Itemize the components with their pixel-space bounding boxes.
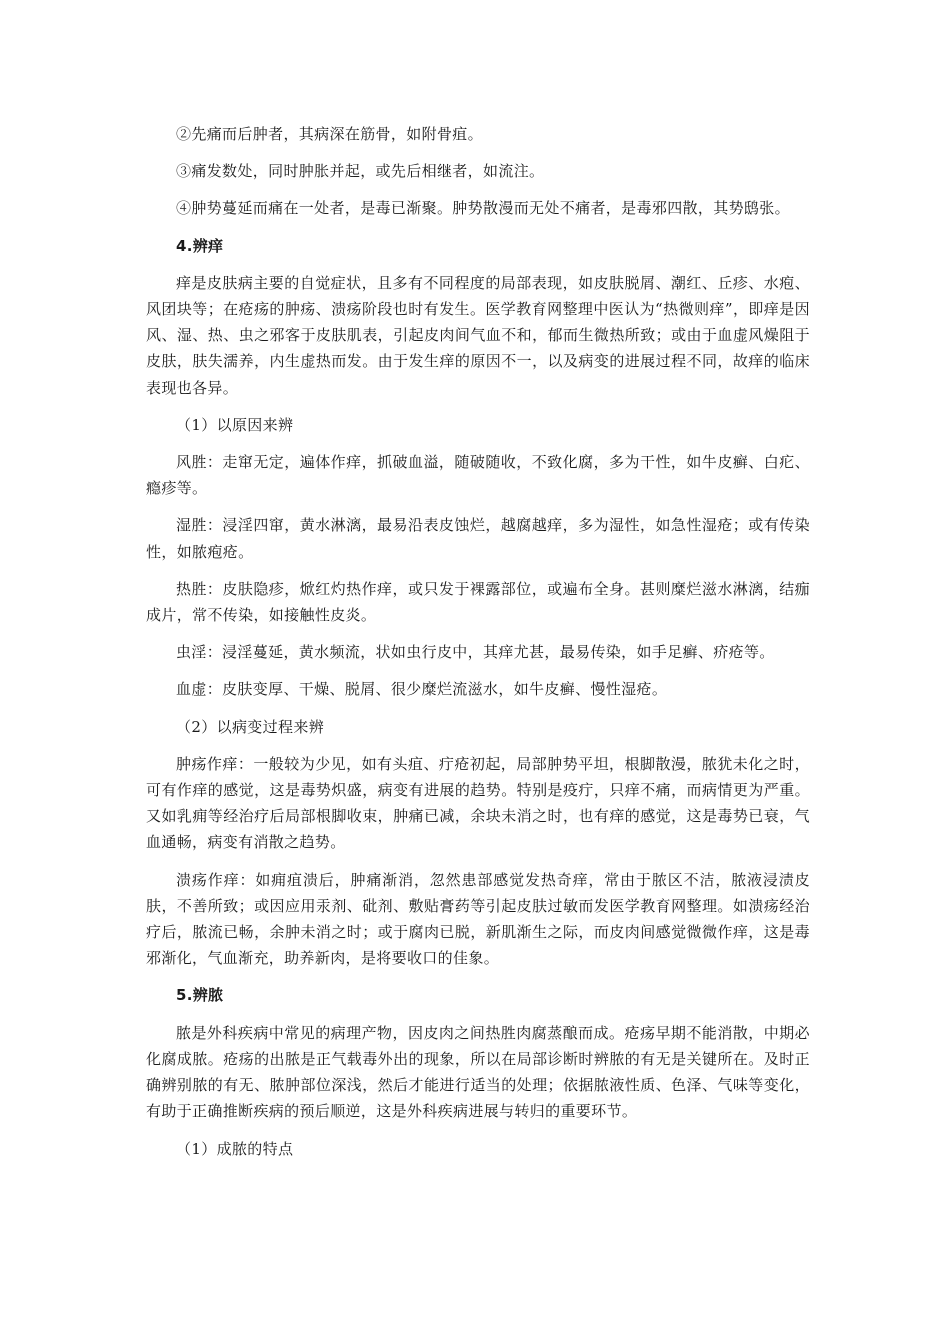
paragraph: 痒是皮肤病主要的自觉症状，且多有不同程度的局部表现，如皮肤脱屑、潮红、丘疹、水疱、风团块等；在疮疡的肿疡、溃疡阶段也时有发生。医学教育网整理中医认为“热微则痒”，即痒是因风、湿、热、虫之邪客于皮肤肌表，引起皮肉间气血不和，郁而生微热所致；或由于血虚风燥阻于皮肤，肤失濡养，内生虚热而发。由于发生痒的原因不一，以及病变的进展过程不同，故痒的临床表现也各异。 (146, 273, 810, 397)
paragraph: 肿疡作痒：一般较为少见，如有头疽、疔疮初起，局部肿势平坦，根脚散漫，脓犹未化之时，可有作痒的感觉，这是毒势炽盛，病变有进展的趋势。特别是疫疔，只痒不痛，而病情更为严重。又如乳痈等经治疗后局部根脚收束，肿痛已减，余块未消之时，也有痒的感觉，这是毒势已衰，气血通畅，病变有消散之趋势。 (146, 754, 810, 852)
paragraph: ②先痛而后肿者，其病深在筋骨，如附骨疽。 (176, 125, 484, 143)
paragraph: 热胜：皮肤隐疹，焮红灼热作痒，或只发于裸露部位，或遍布全身。甚则糜烂滋水淋漓，结痂成片，常不传染，如接触性皮炎。 (146, 579, 810, 625)
section-heading: 4.辨痒 (176, 236, 224, 255)
subsection-heading: （2）以病变过程来辨 (176, 717, 325, 736)
paragraph: 湿胜：浸淫四窜，黄水淋漓，最易沿表皮蚀烂，越腐越痒，多为湿性，如急性湿疮；或有传染性，如脓疱疮。 (146, 516, 810, 561)
paragraph: 虫淫：浸淫蔓延，黄水频流，状如虫行皮中，其痒尤甚，最易传染，如手足癣、疥疮等。 (176, 643, 775, 662)
subsection-heading: （1）成脓的特点 (176, 1139, 294, 1158)
section-heading: 5.辨脓 (176, 986, 224, 1005)
paragraph: ④肿势蔓延而痛在一处者，是毒已渐聚。肿势散漫而无处不痛者，是毒邪四散，其势鸱张。 (176, 199, 791, 218)
paragraph: 脓是外科疾病中常见的病理产物，因皮肉之间热胜肉腐蒸酿而成。疮疡早期不能消散，中期必化腐成脓。疮疡的出脓是正气载毒外出的现象，所以在局部诊断时辨脓的有无是关键所在。及时正确辨别脓的有无、脓肿部位深浅，然后才能进行适当的处理；依据脓液性质、色泽、气味等变化，有助于正确推断疾病的预后顺逆，这是外科疾病进展与转归的重要环节。 (146, 1023, 810, 1121)
paragraph: ③痛发数处，同时肿胀并起，或先后相继者，如流注。 (176, 162, 545, 181)
document-body (146, 121, 810, 1173)
paragraph: 血虚：皮肤变厚、干燥、脱屑、很少糜烂流滋水，如牛皮癣、慢性湿疮。 (176, 680, 668, 699)
paragraph: 溃疡作痒：如痈疽溃后，肿痛渐消，忽然患部感觉发热奇痒，常由于脓区不洁，脓液浸渍皮肤，不善所致；或因应用汞剂、砒剂、敷贴膏药等引起皮肤过敏而发医学教育网整理。如溃疡经治疗后，脓流已畅，余肿未消之时；或于腐肉已脱，新肌渐生之际，而皮肉间感觉微微作痒，这是毒邪渐化，气血渐充，助养新肉，是将要收口的佳象。 (146, 870, 810, 968)
paragraph: 风胜：走窜无定，遍体作痒，抓破血溢，随破随收，不致化腐，多为干性，如牛皮癣、白疕、瘾疹等。 (146, 453, 810, 498)
subsection-heading: （1）以原因来辨 (176, 415, 294, 434)
